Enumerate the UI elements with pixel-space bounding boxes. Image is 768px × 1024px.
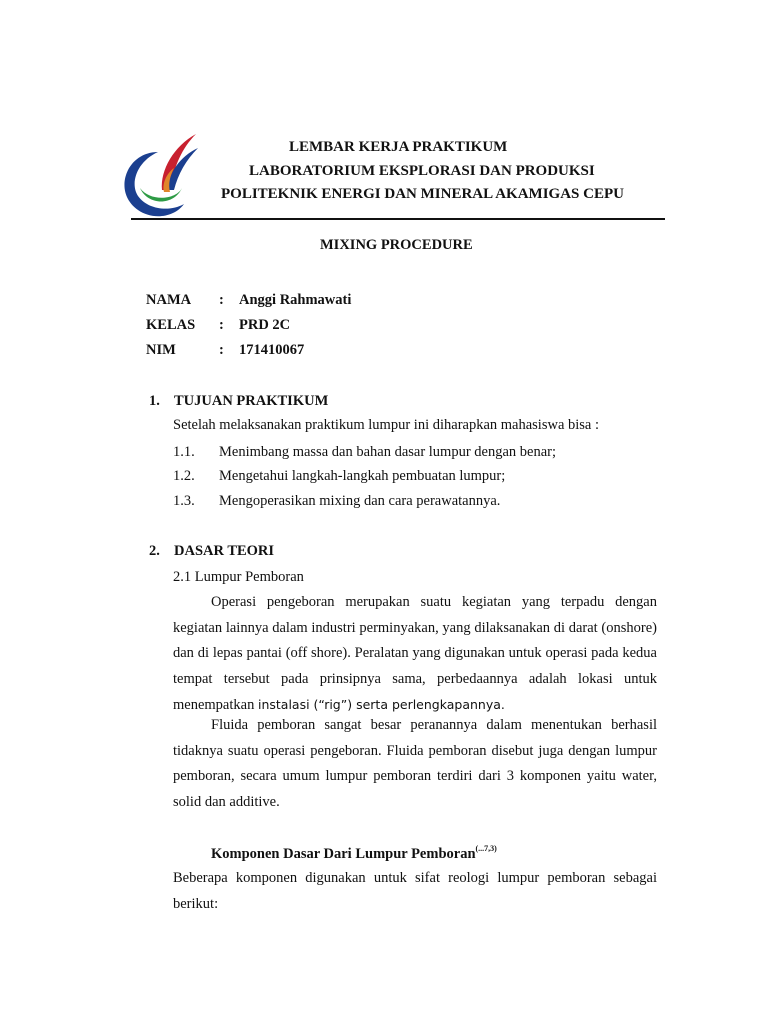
- paragraph-komponen: Beberapa komponen digunakan untuk sifat reologi lumpur pemboran sebagai berikut:: [173, 870, 657, 912]
- logo-green-arc: [140, 188, 182, 202]
- list-item-number: 1.3.: [173, 493, 195, 509]
- identity-value-kelas: PRD 2C: [239, 317, 291, 333]
- section2-number: 2.: [149, 543, 160, 559]
- identity-label-kelas: KELAS: [146, 317, 196, 333]
- paragraph-operasi-main: Operasi pengeboran merupakan suatu kegiatan yang terpadu dengan kegiatan lainnya dalam industri perminyakan, yang dilaksanakan di darat (onshore) dan di lepas pantai (off shore). Peralatan yang digunakan untuk operasi pada kedua tempat tersebut pada prinsipnya sama, perbedaannya adalah lokasi untuk menempatkan: [173, 594, 657, 713]
- list-item-text: Mengoperasikan mixing dan cara perawatannya.: [219, 493, 501, 509]
- identity-sep-nama: :: [219, 292, 224, 308]
- identity-sep-kelas: :: [219, 317, 224, 333]
- paragraph-operasi: [173, 590, 657, 719]
- header-line-2: LABORATORIUM EKSPLORASI DAN PRODUKSI: [249, 163, 595, 179]
- header-divider: [131, 218, 665, 220]
- komponen-heading: [211, 844, 497, 863]
- list-item-number: 1.1.: [173, 444, 195, 460]
- section2-subheading: 2.1 Lumpur Pemboran: [173, 569, 304, 585]
- list-item-text: Mengetahui langkah-langkah pembuatan lumpur;: [219, 468, 506, 484]
- institution-logo: [118, 130, 200, 222]
- header-line-3: POLITEKNIK ENERGI DAN MINERAL AKAMIGAS CEPU: [221, 186, 624, 202]
- section1-heading: TUJUAN PRAKTIKUM: [174, 393, 329, 409]
- komponen-heading-text: Komponen Dasar Dari Lumpur Pemboran: [211, 846, 476, 862]
- paragraph-fluida: Fluida pemboran sangat besar peranannya dalam menentukan berhasil tidaknya suatu operasi pengeboran. Fluida pemboran disebut juga dengan lumpur pemboran, secara umum lumpur pemboran terdiri dari 3 komponen yaitu water, solid dan additive.: [173, 717, 657, 810]
- identity-label-nim: NIM: [146, 342, 176, 358]
- komponen-reference: (...7,3): [475, 844, 497, 853]
- section2-heading: DASAR TEORI: [174, 543, 275, 559]
- identity-sep-nim: :: [219, 342, 224, 358]
- section1-number: 1.: [149, 393, 160, 409]
- list-item-number: 1.2.: [173, 468, 195, 484]
- header-line-1: LEMBAR KERJA PRAKTIKUM: [289, 139, 508, 155]
- identity-value-nim: 171410067: [239, 342, 305, 358]
- identity-label-nama: NAMA: [146, 292, 192, 308]
- paragraph-operasi-tail: instalasi (“rig”) serta perlengkapannya.: [257, 697, 505, 712]
- identity-value-nama: Anggi Rahmawati: [239, 292, 352, 308]
- section1-intro: Setelah melaksanakan praktikum lumpur ini diharapkan mahasiswa bisa :: [173, 417, 600, 433]
- document-title: MIXING PROCEDURE: [320, 237, 473, 253]
- list-item-text: Menimbang massa dan bahan dasar lumpur dengan benar;: [219, 444, 557, 460]
